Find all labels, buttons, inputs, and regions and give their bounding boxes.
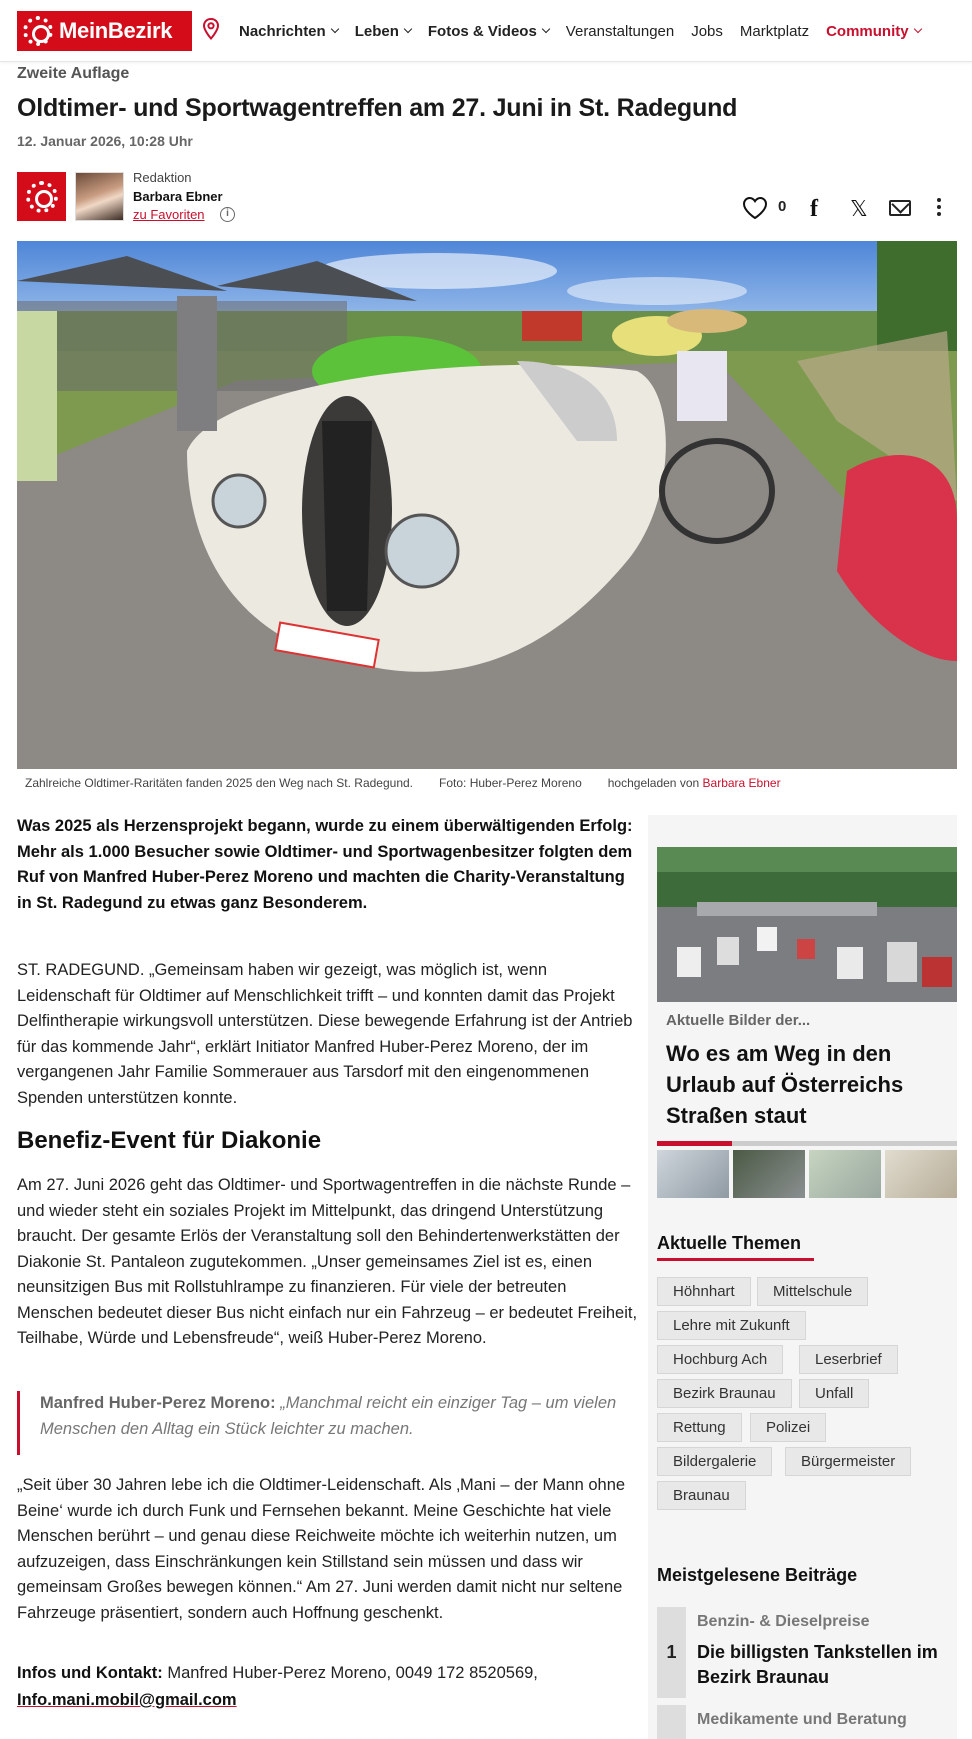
topics-heading-underline [657, 1258, 814, 1261]
author-role: Redaktion [133, 170, 192, 185]
nav-nachrichten[interactable] [239, 23, 338, 40]
facebook-icon[interactable]: f [810, 196, 818, 222]
gallery-thumbnail[interactable] [885, 1150, 957, 1198]
quote-text: „Manchmal reicht ein einziger Tag – um vielen Menschen den Alltag ein Stück leichter zu machen. [40, 1394, 617, 1438]
article-kicker: Zweite Auflage [17, 65, 130, 82]
article-title: Oldtimer- und Sportwagentreffen am 27. Juni in St. Radegund [17, 94, 738, 122]
topics-heading: Aktuelle Themen [657, 1233, 802, 1253]
nav-leben[interactable] [355, 23, 411, 40]
contact-email-link[interactable]: Info.mani.mobil@gmail.com [17, 1691, 237, 1709]
topic-tag[interactable]: Polizei [750, 1413, 826, 1442]
nav-fotos-videos[interactable] [428, 23, 549, 40]
nav-label: Community [826, 22, 909, 40]
topic-tag[interactable]: Hochburg Ach [657, 1345, 783, 1374]
article-paragraph: Am 27. Juni 2026 geht das Oldtimer- und Sportwagentreffen in die nächste Runde – und wieder steht ein soziales Projekt im Mittelpunkt, das dringend Unterstützung braucht. Der gesamte Erlös der Veranstaltung soll den Behindertenwerkstätten der Diakonie St. Pantaleon zugutekommen. „Unser gemeinsames Ziel ist es, einen neunsitzigen Bus mit Rollstuhlrampe zu finanzieren. Für viele der betreuten Menschen bedeutet dieser Bus nicht einfach nur ein Fahrzeug – er bedeutet Freiheit, Teilhabe, Würde und Lebensfreude“, weiß Huber-Perez Moreno. [17, 1176, 638, 1347]
caption-text: Zahlreiche Oldtimer-Raritäten fanden 2025 den Weg nach St. Radegund. [25, 776, 414, 790]
top-navigation-bar [0, 0, 972, 62]
topic-tag[interactable]: Rettung [657, 1413, 742, 1442]
nav-community[interactable] [826, 23, 921, 40]
article-subheading: Benefiz-Event für Diakonie [17, 1127, 322, 1154]
most-read-title[interactable]: Die billigsten Tankstellen im Bezirk Braunau [697, 1642, 938, 1687]
chevron-down-icon [330, 25, 338, 33]
contact-label: Infos und Kontakt: [17, 1664, 163, 1682]
most-read-heading: Meistgelesene Beiträge [657, 1565, 858, 1585]
nav-label: Marktplatz [739, 22, 810, 40]
gallery-title[interactable]: Wo es am Weg in den Urlaub auf Österreichs Straßen staut [666, 1041, 904, 1128]
x-twitter-icon[interactable]: 𝕏 [850, 196, 868, 221]
gallery-thumbnail[interactable] [733, 1150, 805, 1198]
gallery-progress-fill [657, 1141, 732, 1146]
topic-tag[interactable]: Leserbrief [799, 1345, 898, 1374]
chevron-down-icon [404, 25, 412, 33]
most-read-kicker: Medikamente und Beratung [697, 1711, 907, 1728]
contact-text: Manfred Huber-Perez Moreno, 0049 172 8520569, [162, 1664, 538, 1682]
info-icon[interactable]: i [220, 207, 235, 222]
article-quote [17, 1391, 642, 1455]
topic-tag[interactable]: Braunau [657, 1481, 746, 1510]
nav-jobs[interactable] [691, 23, 723, 40]
nav-veranstaltungen[interactable] [566, 23, 674, 40]
heart-icon[interactable] [742, 196, 768, 220]
author-name[interactable]: Barbara Ebner [133, 189, 223, 204]
caption-uploader-link[interactable]: Barbara Ebner [702, 776, 781, 790]
nav-label: Veranstaltungen [565, 22, 675, 40]
topic-tag[interactable]: Lehre mit Zukunft [657, 1311, 806, 1340]
gallery-kicker: Aktuelle Bilder der... [666, 1012, 811, 1029]
topic-tag[interactable]: Bildergalerie [657, 1447, 772, 1476]
mail-icon[interactable] [889, 200, 911, 216]
nav-label: Jobs [691, 22, 723, 40]
caption-uploaded-prefix: hochgeladen von [607, 776, 700, 790]
image-caption [25, 776, 781, 790]
most-read-kicker: Benzin- & Dieselpreise [697, 1613, 870, 1630]
logo-text: MeinBezirk [59, 18, 173, 43]
topic-tag[interactable]: Unfall [799, 1379, 869, 1408]
caption-credit: Foto: Huber-Perez Moreno [439, 776, 582, 790]
quote-speaker: Manfred Huber-Perez Moreno: [40, 1394, 276, 1412]
more-options-icon[interactable] [937, 198, 941, 218]
add-to-favorites-link[interactable]: zu Favoriten [133, 207, 205, 222]
like-count: 0 [778, 198, 787, 215]
hero-photo-illustration [17, 241, 957, 769]
topic-tag[interactable]: Mittelschule [757, 1277, 868, 1306]
article-paragraph: „Seit über 30 Jahren lebe ich die Oldtimer-Leidenschaft. Als ‚Mani – der Mann ohne Beine‘ wurde ich durch Funk und Fernsehen bekannt. Meine Geschichte hat viele Menschen berührt – und genau diese Reichweite möchte ich weiterhin nutzen, um aufzuzeigen, dass Einschränkungen kein Stillstand sein müssen und dass wir gemeinsam Großes bewegen können.“ Am 27. Juni werden damit nicht nur seltene Fahrzeuge präsentiert, sondern auch Hoffnung geschenkt. [17, 1476, 626, 1622]
most-read-rank [657, 1705, 686, 1739]
gallery-teaser-image[interactable] [657, 847, 957, 1002]
main-nav [239, 0, 938, 62]
nav-label: Leben [354, 22, 399, 40]
topic-tag[interactable]: Höhnhart [657, 1277, 751, 1306]
location-pin-icon[interactable] [203, 18, 219, 40]
redaktion-logo[interactable] [17, 172, 66, 221]
article-paragraph: ST. RADEGUND. „Gemeinsam haben wir gezeigt, was möglich ist, wenn Leidenschaft für Oldtimer auf Menschlichkeit trifft – und konnten damit das Projekt Delfintherapie wirkungsvoll unterstützen. Diese bewegende Erfahrung ist der Antrieb für das kommende Jahr“, erklärt Initiator Manfred Huber-Perez Moreno, der im vergangenen Jahr Familie Sommerauer aus Tarsdorf mit den eingenommenen Spenden unterstützen konnte. [17, 961, 633, 1107]
logo-mark-icon [26, 181, 58, 213]
logo-mark-icon [23, 16, 53, 46]
nav-marktplatz[interactable] [740, 23, 809, 40]
article-hero-image[interactable] [17, 241, 957, 769]
gallery-progress-bar [657, 1141, 957, 1146]
chevron-down-icon [913, 25, 921, 33]
gallery-thumbnail[interactable] [657, 1150, 729, 1198]
article-lead: Was 2025 als Herzensprojekt begann, wurde zu einem überwältigenden Erfolg: Mehr als 1.000 Besucher sowie Oldtimer- und Sportwagenbesitzer folgten dem Ruf von Manfred Huber-Perez Moreno und machten die Charity-Veranstaltung in St. Radegund zu etwas ganz Besonderem. [17, 817, 633, 912]
chevron-down-icon [542, 25, 550, 33]
nav-label: Fotos & Videos [427, 22, 537, 40]
traffic-jam-photo [657, 847, 957, 1002]
article-contact [17, 1660, 642, 1714]
topic-tag[interactable]: Bürgermeister [785, 1447, 911, 1476]
topic-tag[interactable]: Bezirk Braunau [657, 1379, 792, 1408]
author-avatar[interactable] [75, 172, 124, 221]
gallery-thumbnails [657, 1150, 957, 1200]
article-date: 12. Januar 2026, 10:28 Uhr [17, 133, 193, 149]
nav-label: Nachrichten [239, 22, 326, 40]
gallery-thumbnail[interactable] [809, 1150, 881, 1198]
meinbezirk-logo[interactable] [17, 11, 192, 51]
most-read-rank: 1 [657, 1607, 686, 1698]
